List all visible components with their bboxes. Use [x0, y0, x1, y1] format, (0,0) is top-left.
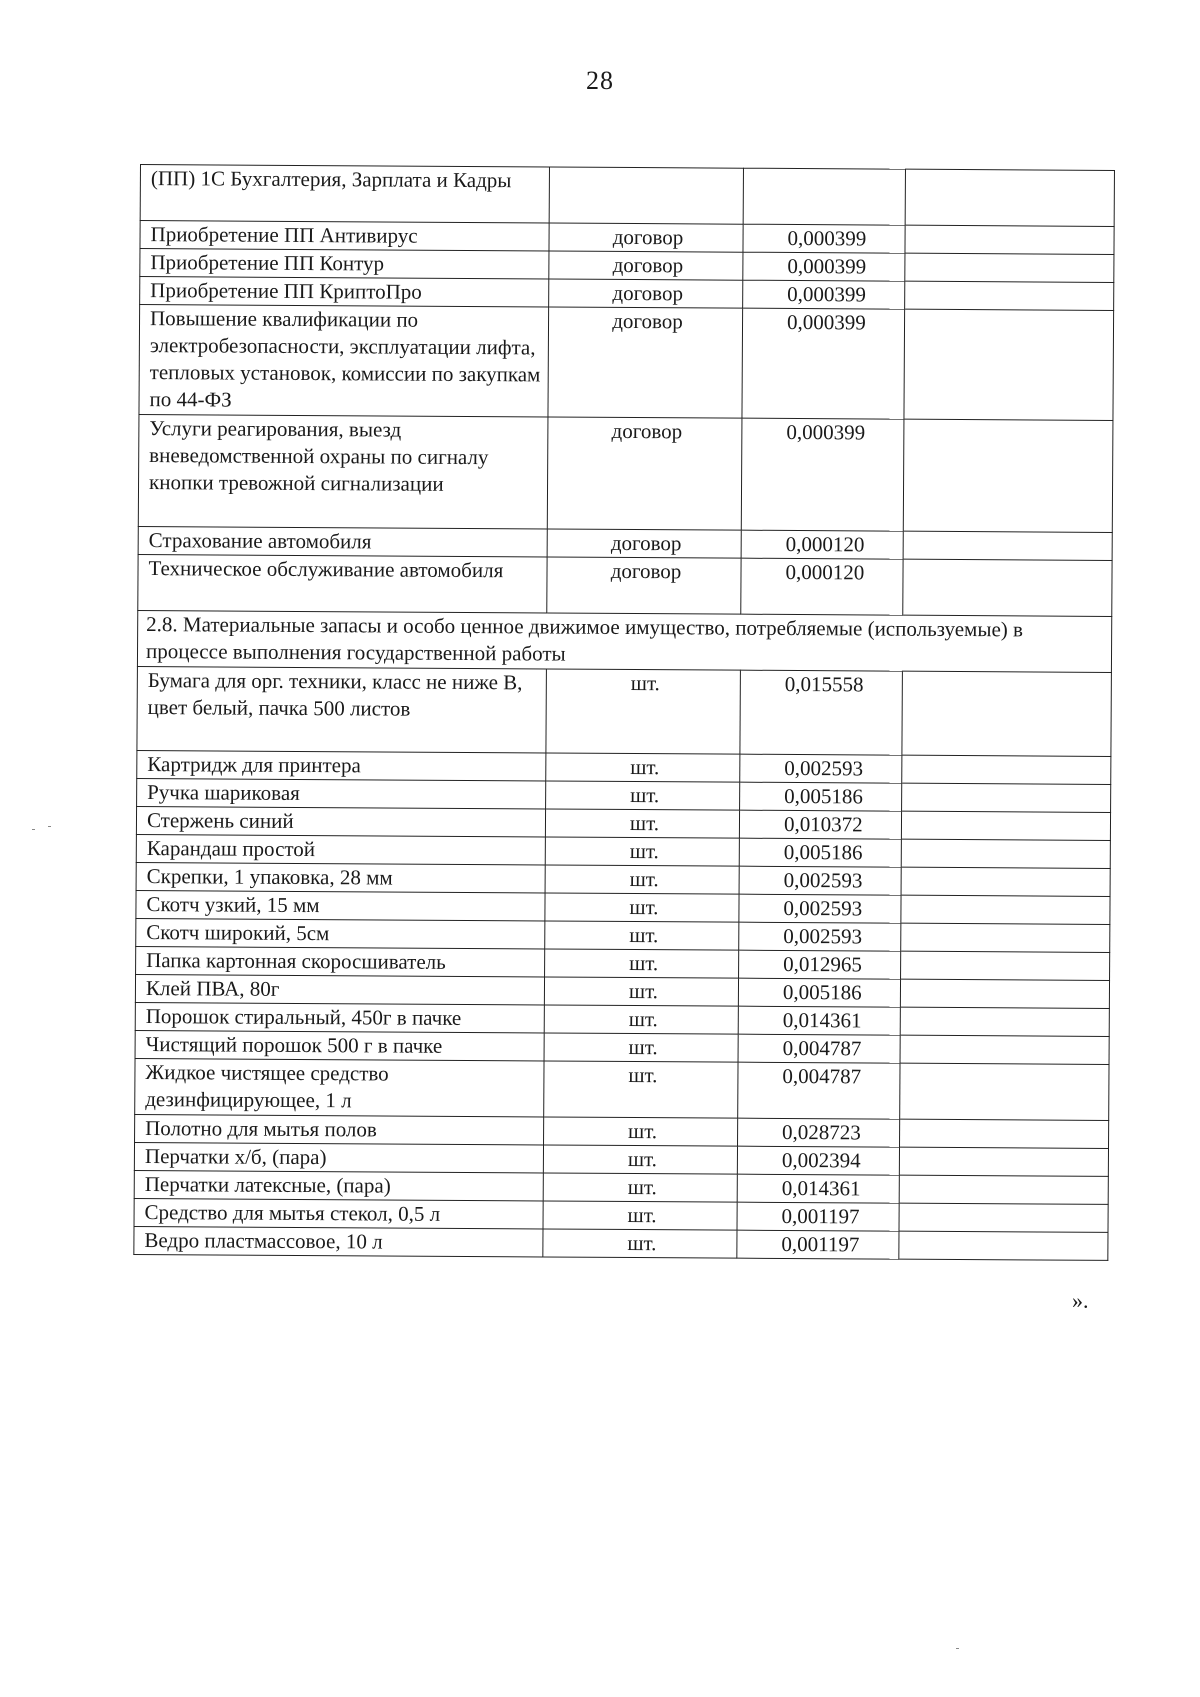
- row-empty-cell: [904, 309, 1114, 420]
- row-unit: шт.: [545, 921, 739, 950]
- row-empty-cell: [899, 1175, 1108, 1204]
- row-empty-cell: [905, 253, 1114, 282]
- row-unit: шт.: [546, 669, 741, 754]
- row-empty-cell: [905, 225, 1114, 254]
- row-name: Жидкое чистящее средство дезинфицирующее, 1 л: [135, 1058, 544, 1116]
- row-unit: шт.: [544, 1005, 738, 1034]
- row-unit: договор: [547, 417, 742, 530]
- row-name: Порошок стиральный, 450г в пачке: [135, 1002, 544, 1032]
- row-unit: шт.: [545, 949, 739, 978]
- row-empty-cell: [901, 923, 1110, 952]
- row-value: 0,000399: [741, 418, 904, 531]
- row-unit: договор: [549, 223, 743, 252]
- row-empty-cell: [901, 895, 1110, 924]
- row-value: 0,012965: [739, 950, 901, 979]
- row-name: Карандаш простой: [136, 834, 545, 864]
- row-unit: шт.: [543, 1229, 737, 1258]
- row-unit: шт.: [546, 753, 740, 782]
- row-value: 0,002593: [739, 866, 901, 895]
- row-empty-cell: [902, 671, 1112, 756]
- table-row: [138, 554, 1112, 616]
- section-heading-row: [137, 610, 1111, 672]
- row-empty-cell: [902, 755, 1111, 784]
- row-name: Стержень синий: [136, 806, 545, 836]
- row-empty-cell: [901, 951, 1110, 980]
- row-empty-cell: [902, 783, 1111, 812]
- row-value: 0,001197: [737, 1230, 899, 1259]
- row-value: 0,002593: [739, 894, 901, 923]
- row-empty-cell: [899, 1203, 1108, 1232]
- row-empty-cell: [900, 979, 1109, 1008]
- table-row: [134, 1226, 1108, 1260]
- row-unit: шт.: [545, 837, 739, 866]
- row-name: Ведро пластмассовое, 10 л: [134, 1226, 543, 1256]
- row-name: (ПП) 1С Бухгалтерия, Зарплата и Кадры: [140, 165, 549, 223]
- row-empty-cell: [905, 281, 1114, 310]
- row-unit: шт.: [545, 893, 739, 922]
- row-name: Техническое обслуживание автомобиля: [138, 554, 547, 612]
- page-number: 28: [586, 66, 614, 95]
- row-name: Приобретение ПП Антивирус: [140, 221, 549, 251]
- row-value: 0,002593: [739, 922, 901, 951]
- row-name: Папка картонная скоросшиватель: [136, 946, 545, 976]
- row-empty-cell: [905, 169, 1114, 226]
- row-name: Чистящий порошок 500 г в пачке: [135, 1030, 544, 1060]
- row-unit: шт.: [543, 1173, 737, 1202]
- row-unit: шт.: [543, 1201, 737, 1230]
- row-name: Средство для мытья стекол, 0,5 л: [134, 1198, 543, 1228]
- row-unit: договор: [547, 557, 741, 614]
- row-empty-cell: [901, 867, 1110, 896]
- row-unit: шт.: [544, 977, 738, 1006]
- row-empty-cell: [903, 419, 1113, 532]
- row-empty-cell: [900, 1119, 1109, 1148]
- scan-speck: [48, 826, 51, 827]
- row-name: Клей ПВА, 80г: [135, 974, 544, 1004]
- row-name: Повышение квалификации по электробезопасности, эксплуатации лифта, тепловых установок, комиссии по закупкам по 44-ФЗ: [139, 305, 549, 417]
- row-empty-cell: [900, 1007, 1109, 1036]
- row-value: 0,005186: [740, 782, 902, 811]
- row-value: 0,005186: [738, 978, 900, 1007]
- row-unit: шт.: [544, 1061, 738, 1118]
- row-name: Приобретение ПП Контур: [140, 249, 549, 279]
- row-value: 0,002593: [740, 754, 902, 783]
- table-row: [138, 414, 1113, 532]
- row-unit: шт.: [544, 1033, 738, 1062]
- scan-speck: [32, 829, 35, 830]
- row-empty-cell: [903, 531, 1112, 560]
- row-name: Скрепки, 1 упаковка, 28 мм: [136, 862, 545, 892]
- norms-table: [133, 164, 1115, 1261]
- row-value: 0,000399: [743, 280, 905, 309]
- row-name: Картридж для принтера: [137, 750, 546, 780]
- table-row: [135, 1058, 1109, 1120]
- row-value: 0,004787: [738, 1062, 900, 1119]
- row-value: 0,000120: [741, 530, 903, 559]
- table-row: [139, 305, 1114, 421]
- closing-quote: ».: [1072, 1288, 1089, 1313]
- scan-speck: [956, 1648, 959, 1649]
- row-value: [743, 168, 905, 225]
- row-empty-cell: [899, 1147, 1108, 1176]
- row-value: 0,001197: [737, 1202, 899, 1231]
- row-empty-cell: [900, 1063, 1109, 1120]
- row-value: 0,014361: [737, 1174, 899, 1203]
- table-row: [140, 165, 1114, 227]
- row-unit: договор: [549, 279, 743, 308]
- row-value: 0,000120: [741, 558, 903, 615]
- row-value: 0,014361: [738, 1006, 900, 1035]
- row-value: 0,010372: [739, 810, 901, 839]
- row-empty-cell: [900, 1035, 1109, 1064]
- row-name: Услуги реагирования, выезд вневедомственной охраны по сигналу кнопки тревожной сигнализации: [138, 414, 548, 528]
- row-value: 0,000399: [743, 252, 905, 281]
- row-value: 0,028723: [738, 1118, 900, 1147]
- row-name: Приобретение ПП КриптоПро: [140, 277, 549, 307]
- row-value: 0,015558: [740, 670, 903, 755]
- row-name: Бумага для орг. техники, класс не ниже B, цвет белый, пачка 500 листов: [137, 666, 547, 752]
- row-name: Страхование автомобиля: [138, 526, 547, 556]
- row-name: Перчатки латексные, (пара): [134, 1170, 543, 1200]
- row-unit: шт.: [544, 1117, 738, 1146]
- row-name: Ручка шариковая: [137, 778, 546, 808]
- row-unit: шт.: [545, 865, 739, 894]
- row-value: 0,000399: [742, 308, 905, 419]
- row-empty-cell: [901, 839, 1110, 868]
- row-unit: шт.: [545, 809, 739, 838]
- row-unit: [549, 167, 743, 224]
- row-empty-cell: [903, 559, 1112, 616]
- row-value: 0,000399: [743, 224, 905, 253]
- row-unit: шт.: [543, 1145, 737, 1174]
- section-heading: 2.8. Материальные запасы и особо ценное движимое имущество, потребляемые (используемые) в процессе выполнения государственной работы: [137, 610, 1111, 672]
- row-name: Перчатки х/б, (пара): [134, 1142, 543, 1172]
- row-name: Скотч широкий, 5см: [136, 918, 545, 948]
- row-value: 0,004787: [738, 1034, 900, 1063]
- row-name: Скотч узкий, 15 мм: [136, 890, 545, 920]
- row-name: Полотно для мытья полов: [135, 1114, 544, 1144]
- row-unit: договор: [547, 529, 741, 558]
- table-row: [137, 666, 1111, 756]
- row-unit: шт.: [546, 781, 740, 810]
- row-empty-cell: [901, 811, 1110, 840]
- row-empty-cell: [899, 1231, 1108, 1260]
- row-value: 0,002394: [737, 1146, 899, 1175]
- row-value: 0,005186: [739, 838, 901, 867]
- row-unit: договор: [548, 307, 743, 418]
- row-unit: договор: [549, 251, 743, 280]
